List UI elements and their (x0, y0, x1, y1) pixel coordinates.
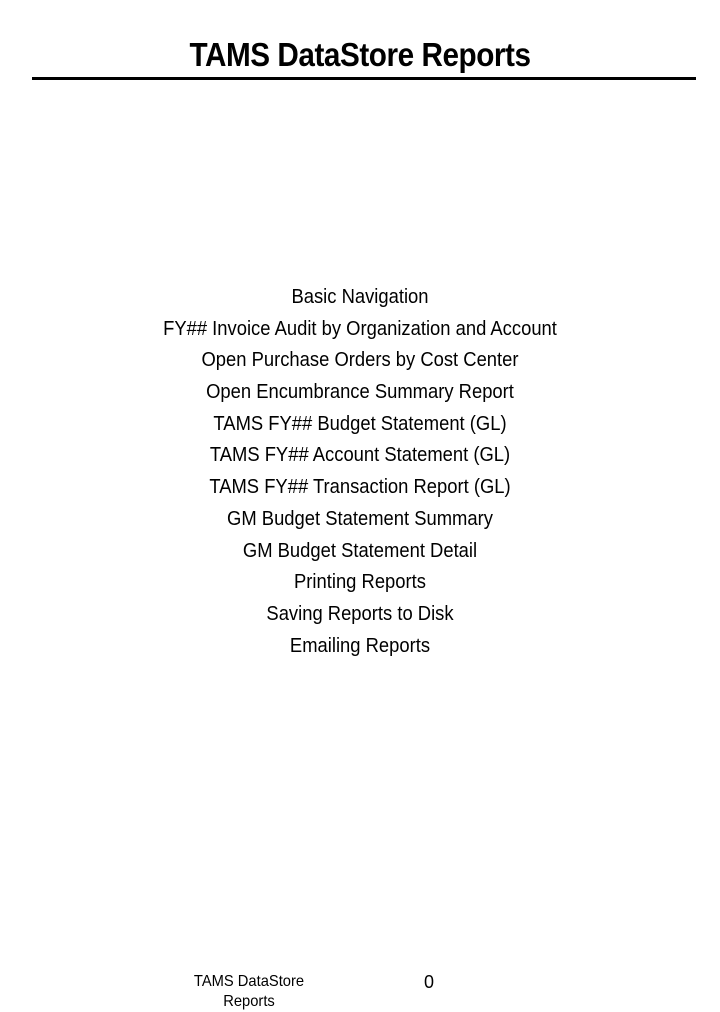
toc-item-open-purchase-orders: Open Purchase Orders by Cost Center (201, 349, 519, 372)
table-of-contents (0, 282, 720, 662)
toc-item-saving-reports: Saving Reports to Disk (266, 602, 454, 625)
toc-item-account-statement: TAMS FY## Account Statement (GL) (209, 444, 511, 467)
toc-item-emailing-reports: Emailing Reports (289, 634, 431, 657)
toc-item-budget-statement: TAMS FY## Budget Statement (GL) (213, 412, 507, 435)
toc-item-gm-budget-summary: GM Budget Statement Summary (227, 507, 493, 530)
toc-item-basic-navigation: Basic Navigation (291, 286, 429, 308)
toc-item-printing-reports: Printing Reports (294, 571, 426, 594)
title-divider (32, 77, 696, 80)
toc-item-gm-budget-detail: GM Budget Statement Detail (242, 539, 478, 562)
toc-item-open-encumbrance: Open Encumbrance Summary Report (206, 381, 514, 404)
toc-item-invoice-audit: FY## Invoice Audit by Organization and Account (163, 317, 557, 340)
footer-label: TAMS DataStore Reports (193, 973, 305, 1010)
page-number: 0 (424, 972, 435, 992)
page-title: TAMS DataStore Reports (189, 36, 531, 74)
toc-item-transaction-report: TAMS FY## Transaction Report (GL) (209, 476, 511, 499)
